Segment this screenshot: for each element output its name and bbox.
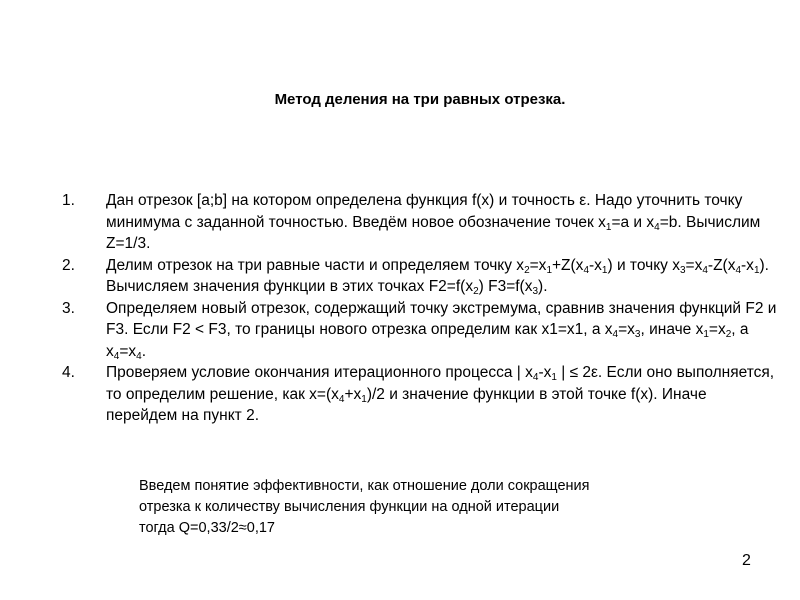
step-text-run: =b. Вычислим Z=1/3. (106, 213, 761, 252)
step-text-run: =x (685, 256, 703, 274)
subscript-index: 4 (702, 264, 708, 276)
step-text-run: ). Вычисляем значения функции в этих точках F2=f(x (106, 256, 769, 295)
step-item (62, 190, 782, 255)
step-text-run: =x (529, 256, 547, 274)
step-text-run: +Z(x (552, 256, 584, 274)
step-text-run: Проверяем условие окончания итерационного процесса | x (106, 364, 533, 381)
step-text-run: =a и x (611, 213, 655, 231)
subscript-index: 1 (361, 393, 367, 405)
step-text (106, 257, 769, 296)
subscript-index: 4 (113, 350, 120, 362)
subscript-index: 1 (551, 372, 557, 383)
step-text-run: +x (344, 385, 362, 403)
subscript-index: 1 (546, 264, 552, 276)
step-number: 1. (62, 192, 75, 209)
subscript-index: 2 (473, 286, 479, 297)
step-text-run: -x (538, 364, 552, 381)
step-text-run: -Z(x (707, 256, 736, 274)
step-item (62, 362, 782, 427)
step-text-run: Делим отрезок на три равные части и определяем точку x (106, 256, 525, 274)
subscript-index: 4 (735, 264, 742, 276)
step-number: 2. (62, 256, 75, 274)
efficiency-line: тогда Q=0,33/2≈0,17 (139, 520, 275, 536)
subscript-index: 3 (532, 286, 539, 297)
subscript-index: 1 (703, 329, 709, 340)
step-number: 4. (62, 364, 75, 381)
subscript-index: 3 (634, 329, 641, 340)
step-text-run: -x (589, 256, 602, 274)
step-text-run: Дан отрезок [a;b] на котором определена функция f(x) и точность ε. Надо уточнить точку минимума с заданной точностью. Введём новое обозначение точек x (106, 192, 743, 231)
algorithm-steps (62, 190, 782, 427)
page-number: 2 (742, 552, 751, 569)
step-item (62, 255, 782, 298)
step-text-run: ). (538, 278, 548, 295)
step-text (106, 192, 760, 252)
subscript-index: 4 (338, 393, 345, 405)
step-text-run: , иначе x (640, 321, 704, 338)
step-text-run: -x (741, 256, 754, 274)
step-text (106, 300, 776, 360)
efficiency-line: отрезка к количеству вычисления функции на одной итерации (139, 499, 560, 515)
slide-title: Метод деления на три равных отрезка. (274, 91, 566, 108)
step-text-run: ) F3=f(x (478, 278, 533, 295)
step-text-run: ) и точку x (607, 256, 680, 274)
step-number: 3. (62, 299, 75, 317)
step-text-run: Определяем новый отрезок, содержащий точку экстремума, сравнив значения функций F2 и F3. Если F2 < F3, то границы нового отрезка определим как x1=x1, а x (106, 299, 777, 338)
subscript-index: 4 (654, 221, 660, 233)
efficiency-line: Введем понятие эффективности, как отношение доли сокращения (139, 478, 590, 494)
subscript-index: 4 (583, 264, 589, 276)
subscript-index: 2 (524, 264, 530, 276)
step-text-run: =x (708, 321, 726, 338)
efficiency-note (139, 476, 739, 539)
subscript-index: 4 (532, 372, 539, 383)
subscript-index: 3 (679, 264, 686, 276)
subscript-index: 2 (725, 329, 732, 340)
step-text-run: . (141, 342, 146, 360)
step-text-run: =x (119, 342, 137, 360)
step-text (106, 364, 774, 424)
step-text-run: =x (618, 321, 635, 338)
step-text-run: )/2 и значение функции в этой точке f(x). Иначе перейдем на пункт 2. (106, 385, 707, 424)
subscript-index: 1 (601, 264, 608, 276)
subscript-index: 4 (136, 350, 142, 362)
subscript-index: 1 (753, 264, 760, 276)
step-item (62, 298, 782, 363)
step-text-run: | ≤ 2ε. Если оно выполняется, то определим решение, как x=(x (106, 364, 775, 403)
step-text-run: , а x (106, 321, 749, 360)
subscript-index: 1 (605, 221, 612, 233)
subscript-index: 4 (612, 329, 619, 340)
